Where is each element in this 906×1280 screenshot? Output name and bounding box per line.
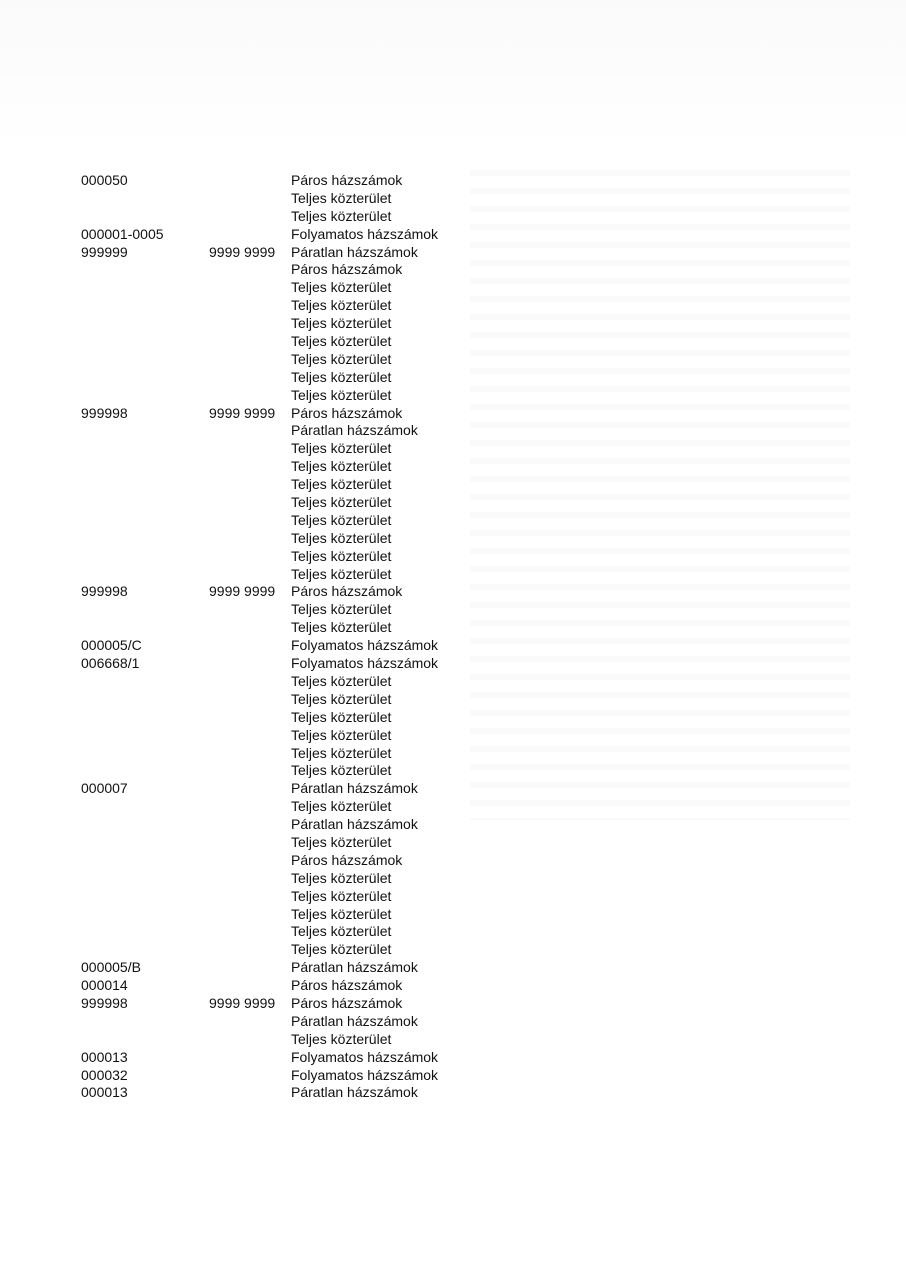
table-row [0, 655, 906, 673]
row-code: 000013 [81, 1048, 128, 1065]
table-row [0, 1049, 906, 1067]
row-description: Páros házszámok [291, 994, 403, 1011]
row-description: Teljes közterület [291, 798, 392, 815]
row-code: 000013 [81, 1084, 128, 1101]
row-description: Páratlan házszámok [291, 422, 418, 439]
table-row [0, 727, 906, 745]
row-range: 9999 9999 [209, 994, 276, 1011]
table-row [0, 297, 906, 315]
row-range: 9999 9999 [209, 243, 276, 260]
table-row [0, 244, 906, 262]
row-description: Teljes közterület [291, 923, 392, 940]
table-row [0, 351, 906, 369]
row-description: Teljes közterület [291, 297, 392, 314]
row-description: Teljes közterület [291, 189, 392, 206]
table-row [0, 637, 906, 655]
table-row [0, 548, 906, 566]
table-row [0, 762, 906, 780]
table-row [0, 405, 906, 423]
row-description: Teljes közterület [291, 744, 392, 761]
row-code: 000032 [81, 1066, 128, 1083]
row-description: Folyamatos házszámok [291, 225, 439, 242]
row-description: Páratlan házszámok [291, 1084, 418, 1101]
table-row [0, 530, 906, 548]
row-description: Teljes közterület [291, 708, 392, 725]
row-code: 999998 [81, 404, 128, 421]
row-description: Teljes közterület [291, 905, 392, 922]
table-row [0, 566, 906, 584]
row-description: Teljes közterület [291, 333, 392, 350]
table-row [0, 172, 906, 190]
table-row [0, 601, 906, 619]
row-code: 999998 [81, 583, 128, 600]
row-description: Páratlan házszámok [291, 243, 418, 260]
row-description: Páros házszámok [291, 851, 403, 868]
row-description: Teljes közterület [291, 529, 392, 546]
table-row [0, 709, 906, 727]
row-description: Teljes közterület [291, 833, 392, 850]
row-description: Páros házszámok [291, 583, 403, 600]
table-row [0, 440, 906, 458]
row-description: Teljes közterület [291, 762, 392, 779]
row-description: Teljes közterület [291, 565, 392, 582]
row-code: 000001-0005 [81, 225, 164, 242]
table-row [0, 226, 906, 244]
row-description: Teljes közterület [291, 511, 392, 528]
table-row [0, 333, 906, 351]
table-row [0, 923, 906, 941]
row-description: Páros házszámok [291, 404, 403, 421]
row-description: Páratlan házszámok [291, 780, 418, 797]
row-description: Teljes közterület [291, 547, 392, 564]
row-description: Páratlan házszámok [291, 1012, 418, 1029]
table-row [0, 279, 906, 297]
table-row [0, 959, 906, 977]
table-row [0, 995, 906, 1013]
table-row [0, 261, 906, 279]
table-row [0, 870, 906, 888]
row-code: 999999 [81, 243, 128, 260]
row-description: Teljes közterület [291, 690, 392, 707]
row-code: 000005/C [81, 637, 142, 654]
table-row [0, 798, 906, 816]
row-range: 9999 9999 [209, 404, 276, 421]
row-description: Folyamatos házszámok [291, 1048, 439, 1065]
scan-shadow-band [0, 0, 906, 150]
row-description: Teljes közterület [291, 458, 392, 475]
row-range: 9999 9999 [209, 583, 276, 600]
table-row [0, 852, 906, 870]
row-code: 000005/B [81, 959, 141, 976]
table-row [0, 476, 906, 494]
table-row [0, 834, 906, 852]
row-description: Teljes közterület [291, 494, 392, 511]
row-description: Folyamatos házszámok [291, 655, 439, 672]
table-row [0, 190, 906, 208]
row-description: Teljes közterület [291, 941, 392, 958]
row-description: Teljes közterület [291, 601, 392, 618]
row-code: 000007 [81, 780, 128, 797]
table-row [0, 494, 906, 512]
table-row [0, 1013, 906, 1031]
table-row [0, 691, 906, 709]
table-row [0, 458, 906, 476]
row-description: Teljes közterület [291, 386, 392, 403]
row-code: 006668/1 [81, 655, 140, 672]
table-row [0, 1084, 906, 1102]
row-description: Teljes közterület [291, 672, 392, 689]
table-row [0, 780, 906, 798]
row-code: 999998 [81, 994, 128, 1011]
table-row [0, 369, 906, 387]
table-row [0, 619, 906, 637]
row-description: Páratlan házszámok [291, 816, 418, 833]
row-description: Teljes közterület [291, 869, 392, 886]
table-row [0, 1031, 906, 1049]
row-description: Teljes közterület [291, 207, 392, 224]
row-description: Folyamatos házszámok [291, 637, 439, 654]
table-row [0, 208, 906, 226]
row-code: 000050 [81, 172, 128, 188]
table-row [0, 745, 906, 763]
table-row [0, 315, 906, 333]
row-description: Teljes közterület [291, 619, 392, 636]
table-row [0, 422, 906, 440]
address-table [0, 172, 906, 1102]
table-row [0, 888, 906, 906]
row-description: Páros házszámok [291, 261, 403, 278]
row-description: Teljes közterület [291, 1030, 392, 1047]
row-description: Páros házszámok [291, 172, 403, 188]
table-row [0, 1067, 906, 1085]
table-row [0, 512, 906, 530]
table-row [0, 387, 906, 405]
row-description: Teljes közterület [291, 440, 392, 457]
row-code: 000014 [81, 977, 128, 994]
row-description: Teljes közterület [291, 368, 392, 385]
table-row [0, 977, 906, 995]
row-description: Páros házszámok [291, 977, 403, 994]
row-description: Teljes közterület [291, 350, 392, 367]
row-description: Folyamatos házszámok [291, 1066, 439, 1083]
table-row [0, 583, 906, 601]
table-row [0, 906, 906, 924]
row-description: Teljes közterület [291, 726, 392, 743]
table-row [0, 941, 906, 959]
row-description: Páratlan házszámok [291, 959, 418, 976]
table-row [0, 673, 906, 691]
row-description: Teljes közterület [291, 279, 392, 296]
row-description: Teljes közterület [291, 887, 392, 904]
row-description: Teljes közterület [291, 476, 392, 493]
table-row [0, 816, 906, 834]
row-description: Teljes közterület [291, 315, 392, 332]
